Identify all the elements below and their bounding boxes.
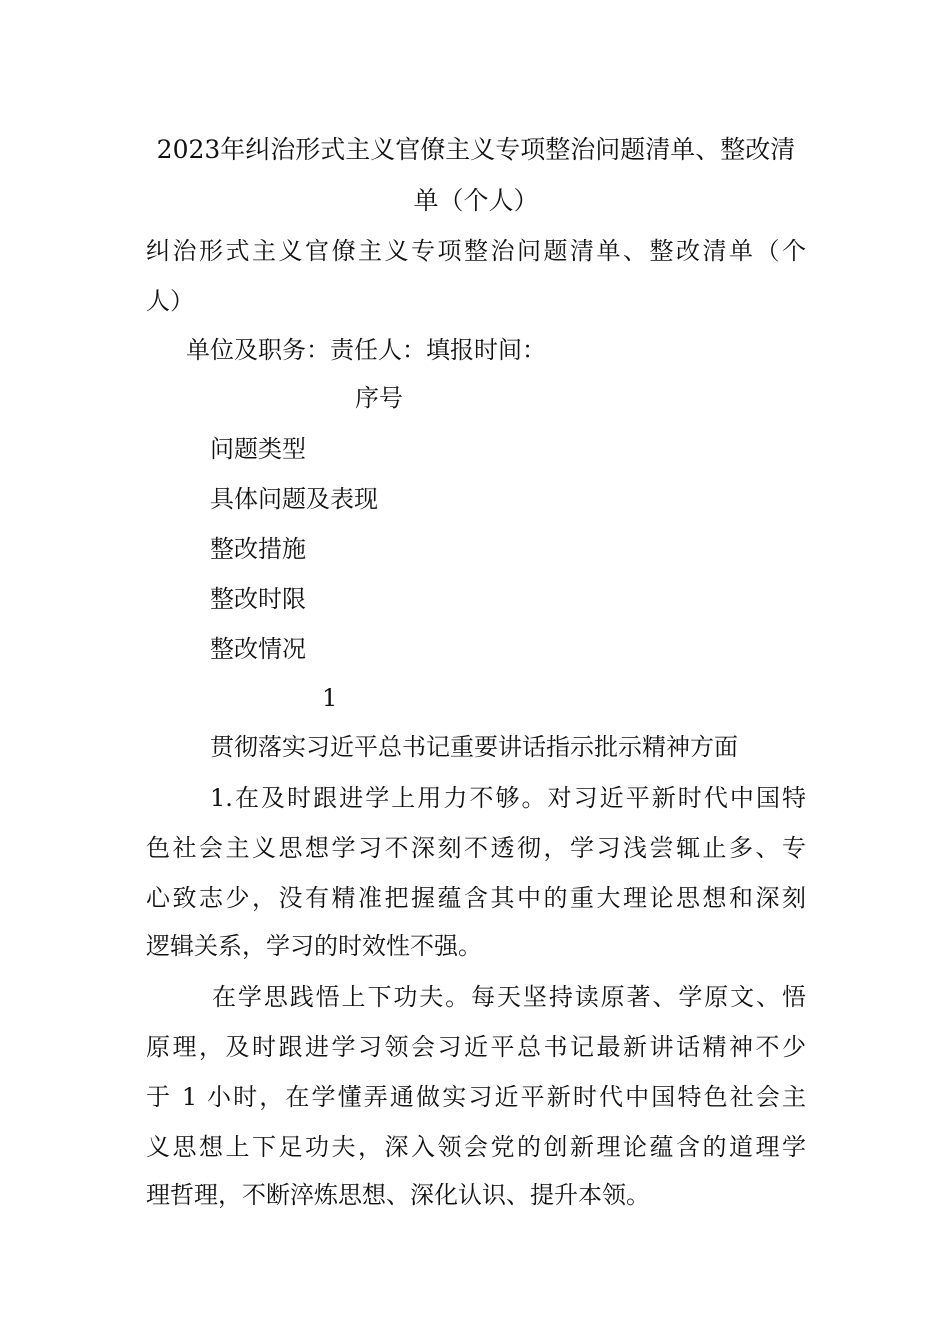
header-problem-type: 问题类型	[210, 435, 306, 463]
measure-line: 理哲理，不断淬炼思想、深化认识、提升本领。	[146, 1181, 650, 1209]
header-measures: 整改措施	[210, 535, 306, 563]
problem-line: 1.在及时跟进学上用力不够。对习近平新时代中国特	[210, 784, 806, 812]
problem-line: 心致志少，没有精准把握蕴含其中的重大理论思想和深刻	[146, 884, 806, 912]
document-title-line-1: 2023年纠治形式主义官僚主义专项整治问题清单、整改清	[156, 135, 796, 164]
row-category: 贯彻落实习近平总书记重要讲话指示批示精神方面	[210, 733, 738, 761]
meta-line: 单位及职务：责任人：填报时间：	[186, 336, 546, 364]
header-serial: 序号	[355, 384, 403, 412]
problem-line: 色社会主义思想学习不深刻不透彻，学习浅尝辄止多、专	[146, 834, 806, 862]
header-deadline: 整改时限	[210, 585, 306, 613]
measure-line: 义思想上下足功夫，深入领会党的创新理论蕴含的道理学	[146, 1133, 806, 1161]
header-problem-detail: 具体问题及表现	[210, 485, 378, 513]
row-serial: 1	[322, 684, 338, 712]
document-title-line-2: 单（个人）	[413, 186, 539, 215]
measure-line: 在学思践悟上下功夫。每天坚持读原著、学原文、悟	[212, 983, 806, 1011]
subtitle-line-2: 人）	[146, 287, 194, 315]
measure-line: 于 1 小时，在学懂弄通做实习近平新时代中国特色社会主	[146, 1083, 806, 1111]
measure-line: 原理，及时跟进学习领会习近平总书记最新讲话精神不少	[146, 1033, 806, 1061]
problem-line: 逻辑关系，学习的时效性不强。	[146, 932, 482, 960]
header-status: 整改情况	[210, 635, 306, 663]
subtitle-line-1: 纠治形式主义官僚主义专项整治问题清单、整改清单（个	[146, 237, 806, 265]
